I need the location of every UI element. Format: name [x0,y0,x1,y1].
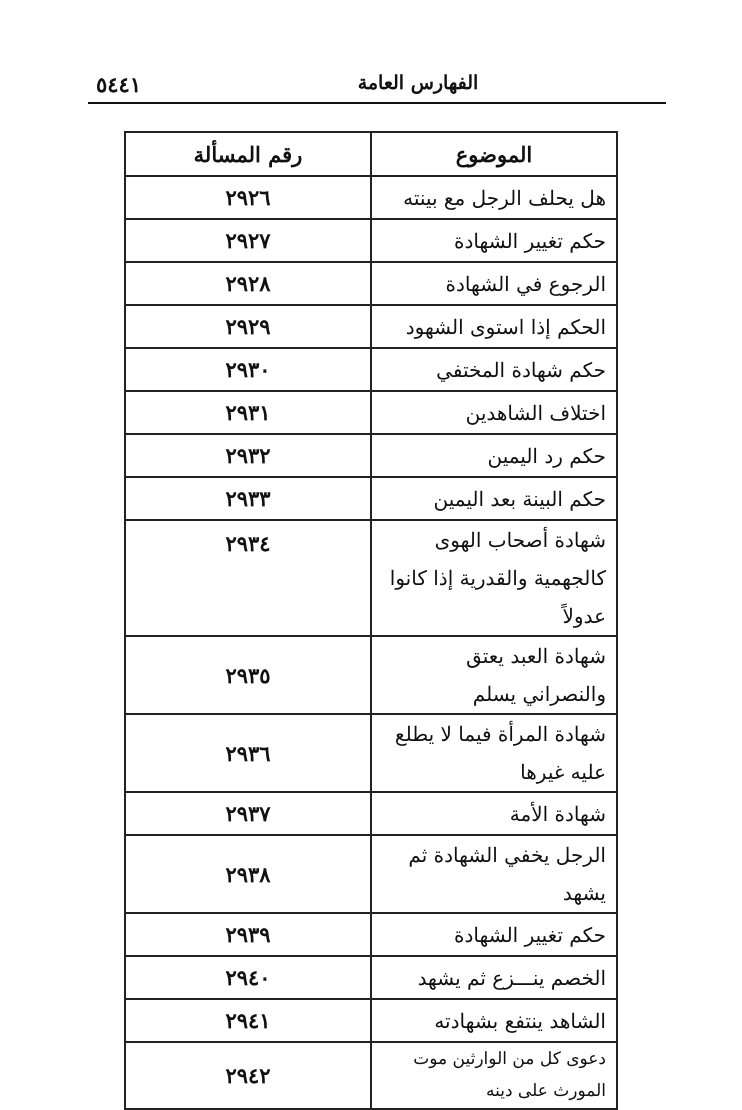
issue-number-cell: ٢٩٢٨ [125,262,371,305]
issue-number-cell: ٢٩٣٠ [125,348,371,391]
topic-cell: الحكم إذا استوى الشهود [371,305,617,348]
table-row [125,434,617,477]
issue-number-cell: ٢٩٢٩ [125,305,371,348]
issue-number-cell: ٢٩٤٠ [125,956,371,999]
table-row [125,792,617,835]
issue-number-cell: ٢٩٣١ [125,391,371,434]
topic-cell: حكم شهادة المختفي [371,348,617,391]
issue-number-cell: ٢٩٣٨ [125,835,371,913]
topic-cell: حكم تغيير الشهادة [371,219,617,262]
table-row [125,956,617,999]
table-row [125,305,617,348]
issue-number-cell: ٢٩٣٣ [125,477,371,520]
topic-cell: شهادة العبد يعتق والنصراني يسلم [371,636,617,714]
table-row [125,636,617,714]
running-title: الفهارس العامة [357,72,479,94]
issue-number-cell: ٢٩٤١ [125,999,371,1042]
topic-cell: الخصم ينـــزع ثم يشهد [371,956,617,999]
page-number: ٥٤٤١ [96,72,142,97]
table-header-row [125,132,617,176]
topic-cell: حكم رد اليمين [371,434,617,477]
issue-number-cell: ٢٩٣٤ [125,520,371,636]
table-row [125,999,617,1042]
issue-number-cell: ٢٩٣٩ [125,913,371,956]
topic-cell: شهادة الأمة [371,792,617,835]
issue-number-cell: ٢٩٢٧ [125,219,371,262]
topic-cell: هل يحلف الرجل مع بينته [371,176,617,219]
issue-number-cell: ٢٩٢٦ [125,176,371,219]
topic-cell: الشاهد ينتفع بشهادته [371,999,617,1042]
table-row [125,477,617,520]
topic-column-header: الموضوع [371,132,617,176]
index-table [124,131,618,1110]
issue-number-cell: ٢٩٣٢ [125,434,371,477]
table-row [125,913,617,956]
topic-cell: الرجل يخفي الشهادة ثم يشهد [371,835,617,913]
issue-number-cell: ٢٩٤٢ [125,1042,371,1109]
topic-cell: شهادة أصحاب الهوى كالجهمية والقدرية إذا كانوا عدولاً [371,520,617,636]
table-row [125,262,617,305]
issue-number-cell: ٢٩٣٧ [125,792,371,835]
issue-number-column-header: رقم المسألة [125,132,371,176]
topic-cell: اختلاف الشاهدين [371,391,617,434]
table-row [125,348,617,391]
issue-number-cell: ٢٩٣٥ [125,636,371,714]
table-row [125,391,617,434]
table-row [125,714,617,792]
topic-cell: الرجوع في الشهادة [371,262,617,305]
table-row [125,835,617,913]
topic-cell: شهادة المرأة فيما لا يطلع عليه غيرها [371,714,617,792]
header-rule [88,102,666,104]
table-row [125,1042,617,1109]
page-header [88,70,666,104]
table-row [125,219,617,262]
issue-number-cell: ٢٩٣٦ [125,714,371,792]
topic-cell: حكم البينة بعد اليمين [371,477,617,520]
topic-cell: حكم تغيير الشهادة [371,913,617,956]
table-row [125,520,617,636]
table-row [125,176,617,219]
topic-cell: دعوى كل من الوارثين موت المورث على دينه [371,1042,617,1109]
